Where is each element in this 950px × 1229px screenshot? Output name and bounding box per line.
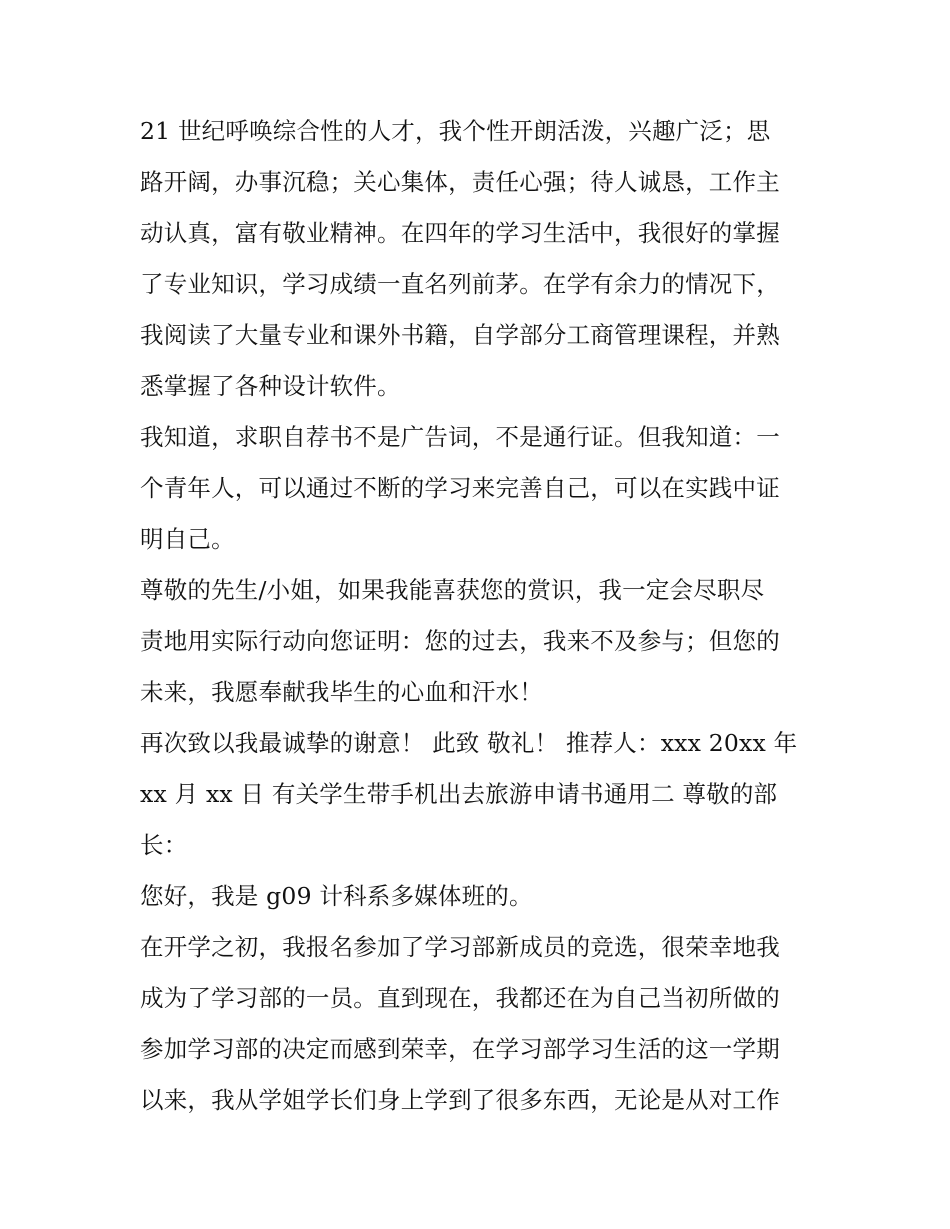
text-line: 未来，我愿奉献我毕生的心血和汗水！ <box>140 678 543 706</box>
text-line: 以来，我从学姐学长们身上学到了很多东西，无论是从对工作 <box>140 1086 780 1114</box>
text-line: 个青年人，可以通过不断的学习来完善自己，可以在实践中证 <box>140 474 780 502</box>
text-line: 我阅读了大量专业和课外书籍，自学部分工商管理课程，并熟 <box>140 321 780 349</box>
text-line: 悉掌握了各种设计软件。 <box>140 372 401 400</box>
text-line: 明自己。 <box>140 525 235 553</box>
text-line: 再次致以我最诚挚的谢意！ 此致 敬礼！ 推荐人：xxx 20xx 年 <box>140 729 798 757</box>
text-line: 您好，我是 g09 计科系多媒体班的。 <box>140 882 533 910</box>
text-line: xx 月 xx 日 有关学生带手机出去旅游申请书通用二 尊敬的部 <box>140 780 778 808</box>
text-line: 责地用实际行动向您证明：您的过去，我来不及参与；但您的 <box>140 627 780 655</box>
text-line: 我知道，求职自荐书不是广告词，不是通行证。但我知道：一 <box>140 423 780 451</box>
text-line: 长： <box>140 831 188 859</box>
text-line: 成为了学习部的一员。直到现在，我都还在为自己当初所做的 <box>140 984 780 1012</box>
text-line: 在开学之初，我报名参加了学习部新成员的竞选，很荣幸地我 <box>140 933 780 961</box>
text-line: 动认真，富有敬业精神。在四年的学习生活中，我很好的掌握 <box>140 219 780 247</box>
document-body <box>140 106 820 1126</box>
text-line: 尊敬的先生/小姐，如果我能喜获您的赏识，我一定会尽职尽 <box>140 576 765 604</box>
text-line: 21 世纪呼唤综合性的人才，我个性开朗活泼，兴趣广泛；思 <box>140 117 771 145</box>
text-line: 路开阔，办事沉稳；关心集体，责任心强；待人诚恳，工作主 <box>140 168 780 196</box>
text-line: 参加学习部的决定而感到荣幸，在学习部学习生活的这一学期 <box>140 1035 780 1063</box>
text-line: 了专业知识，学习成绩一直名列前茅。在学有余力的情况下， <box>140 270 780 298</box>
